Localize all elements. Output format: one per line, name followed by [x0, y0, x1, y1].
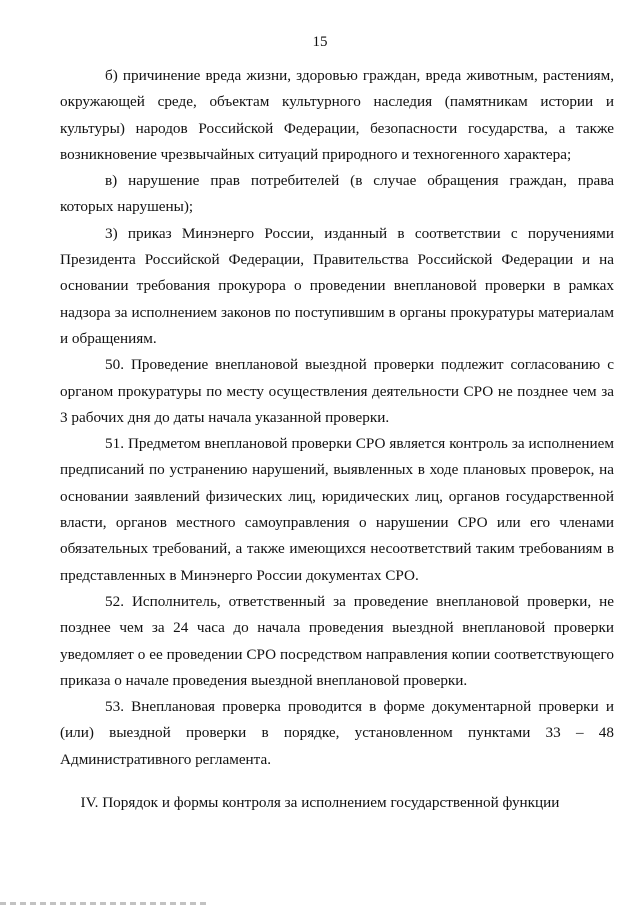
paragraph-52: 52. Исполнитель, ответственный за проведение внеплановой проверки, не позднее чем за 24 часа до начала проведения выездной внеплановой проверки уведомляет о ее проведении СРО посредством направления копии соответствующего приказа о начале проведения выездной внеплановой проверки. [60, 592, 614, 689]
document-body [60, 63, 614, 773]
paragraph-51: 51. Предметом внеплановой проверки СРО является контроль за исполнением предписаний по устранению нарушений, выявленных в ходе плановых проверок, на основании заявлений физических лиц, юридических лиц, органов государственной власти, органов местного самоуправления о нарушении СРО или его членами обязательных требований, а также имеющихся несоответствий таким требованиям в представленных в Минэнерго России документах СРО. [60, 435, 614, 584]
paragraph-b-harm: б) причинение вреда жизни, здоровью граждан, вреда животным, растениям, окружающей среде, объектам культурного наследия (памятникам истории и культуры) народов Российской Федерации, безопасности государства, а также возникновение чрезвычайных ситуаций природного и техногенного характера; [60, 67, 614, 163]
paragraph-53: 53. Внеплановая проверка проводится в форме документарной проверки и (или) выездной проверки в порядке, установленном пунктами 33 – 48 Административного регламента. [60, 698, 614, 768]
page-number: 15 [312, 34, 328, 50]
paragraph-50: 50. Проведение внеплановой выездной проверки подлежит согласованию с органом прокуратуры по месту осуществления деятельности СРО не позднее чем за 3 рабочих дня до даты начала указанной проверки. [60, 356, 614, 426]
section-heading: IV. Порядок и формы контроля за исполнением государственной функции [80, 794, 560, 811]
paragraph-v-consumer-rights: в) нарушение прав потребителей (в случае обращения граждан, права которых нарушены); [60, 172, 614, 216]
paragraph-3-order: 3) приказ Минэнерго России, изданный в соответствии с поручениями Президента Российской Федерации, Правительства Российской Федерации и на основании требования прокурора о проведении внеплановой проверки в рамках надзора за исполнением законов по поступившим в органы прокуратуры материалам и обращениям. [60, 224, 614, 347]
